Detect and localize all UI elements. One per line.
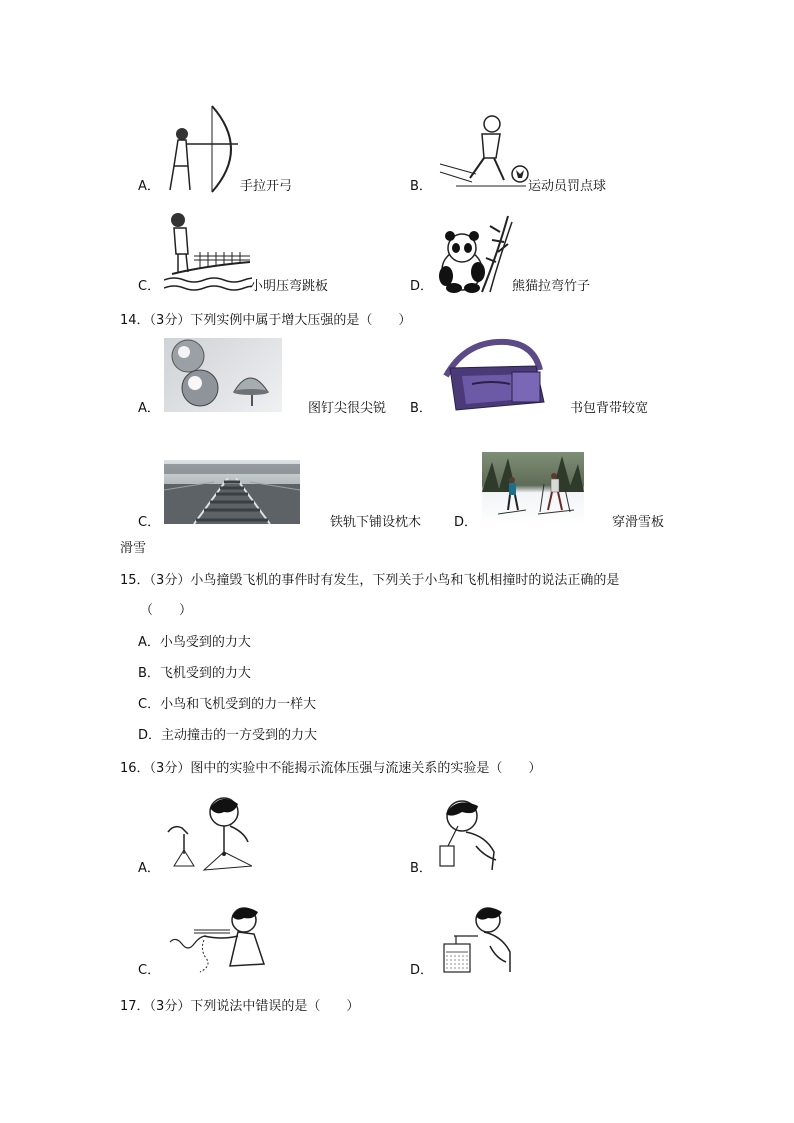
option-caption-wrap: 滑雪 (120, 541, 147, 556)
option-letter: D． (410, 279, 434, 294)
question-14-stem: 14．（3分）下列实例中属于增大压强的是（ ） (120, 313, 412, 328)
question-17-stem: 17．（3分）下列说法中错误的是（ ） (120, 999, 360, 1014)
panda-bending-bamboo-image (438, 212, 514, 294)
option-letter: B． (410, 861, 432, 876)
blowing-under-paper-funnel-image (164, 792, 252, 872)
option-caption: 手拉开弓 (240, 179, 293, 194)
option-caption: 小明压弯跳板 (250, 279, 329, 294)
option-letter: D． (410, 963, 434, 978)
question-15-stem-cont: （ ） (140, 603, 193, 618)
soccer-player-kicking-image (436, 112, 532, 192)
option-caption: 运动员罚点球 (528, 179, 607, 194)
option-letter: B． (410, 179, 432, 194)
blowing-across-straw-in-beaker-image (440, 902, 516, 976)
option-letter: B． (410, 401, 432, 416)
option-letter: A． (138, 401, 160, 416)
option-letter: D． (454, 515, 478, 530)
option-caption: 穿滑雪板 (612, 515, 665, 530)
thumbtacks-photo-image (164, 338, 282, 412)
q15-option-a: A．小鸟受到的力大 (138, 635, 251, 650)
q15-option-c: C．小鸟和飞机受到的力一样大 (138, 697, 317, 712)
option-letter: A． (138, 861, 160, 876)
option-caption: 图钉尖很尖锐 (308, 401, 387, 416)
option-caption: 铁轨下铺设枕木 (330, 515, 422, 530)
question-16-stem: 16．（3分）图中的实验中不能揭示流体压强与流速关系的实验是（ ） (120, 761, 542, 776)
skiers-photo-image (482, 452, 584, 526)
option-letter: A． (138, 179, 160, 194)
option-caption: 书包背带较宽 (570, 401, 649, 416)
option-letter: C． (138, 963, 161, 978)
q15-option-b: B．飞机受到的力大 (138, 666, 251, 681)
archer-drawing-bow-image (160, 104, 242, 194)
drinking-through-straw-image (436, 796, 500, 872)
question-15-stem: 15．（3分）小鸟撞毁飞机的事件时有发生，下列关于小鸟和飞机相撞时的说法正确的是 (120, 573, 620, 588)
option-letter: C． (138, 279, 161, 294)
option-letter: C． (138, 515, 161, 530)
railway-track-photo-image (164, 460, 300, 524)
schoolbag-photo-image (436, 336, 550, 414)
blowing-over-paper-strip-image (164, 900, 272, 976)
diver-on-springboard-image (164, 210, 252, 296)
q15-option-d: D．主动撞击的一方受到的力大 (138, 728, 318, 743)
option-caption: 熊猫拉弯竹子 (512, 279, 591, 294)
